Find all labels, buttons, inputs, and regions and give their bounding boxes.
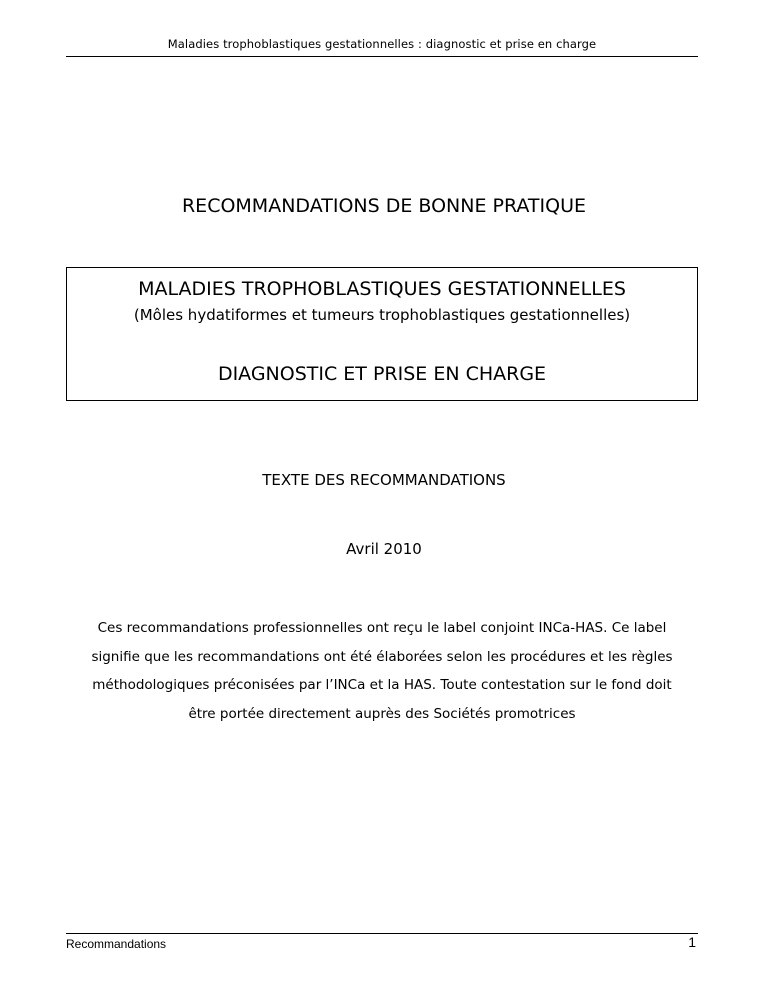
running-header: Maladies trophoblastiques gestationnelles : diagnostic et prise en charge xyxy=(167,37,597,51)
box-heading: MALADIES TROPHOBLASTIQUES GESTATIONNELLES xyxy=(138,278,626,300)
label-note-line: être portée directement auprès des Sociétés promotrices xyxy=(188,705,576,722)
footer-section-label: Recommandations xyxy=(66,937,167,951)
page-number: 1 xyxy=(688,934,696,950)
title-box xyxy=(66,267,698,401)
document-type: TEXTE DES RECOMMANDATIONS xyxy=(262,471,506,489)
label-note-line: Ces recommandations professionnelles ont reçu le label conjoint INCa-HAS. Ce label xyxy=(97,620,667,636)
box-heading-secondary: DIAGNOSTIC ET PRISE EN CHARGE xyxy=(217,363,547,385)
document-date: Avril 2010 xyxy=(346,540,422,558)
label-note xyxy=(66,614,698,728)
box-subheading: (Môles hydatiformes et tumeurs trophoblastiques gestationnelles) xyxy=(133,306,631,324)
header-divider xyxy=(66,56,698,57)
footer-divider xyxy=(66,933,698,934)
page-title: RECOMMANDATIONS DE BONNE PRATIQUE xyxy=(181,195,586,217)
label-note-line: méthodologiques préconisées par l’INCa et la HAS. Toute contestation sur le fond doit xyxy=(92,677,672,693)
label-note-line: signifie que les recommandations ont été élaborées selon les procédures et les règles xyxy=(91,648,673,665)
